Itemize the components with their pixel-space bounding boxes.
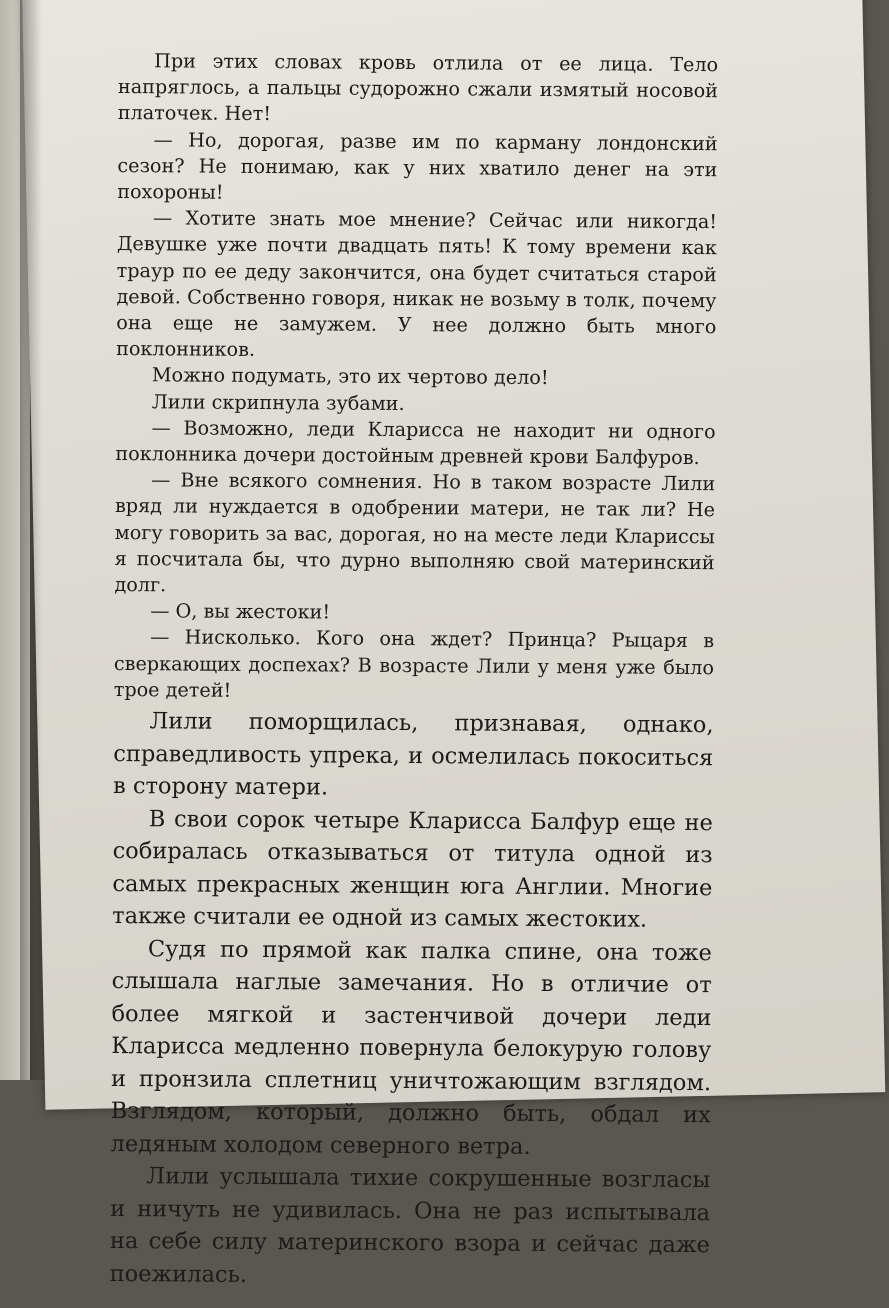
narrative-section [110, 705, 714, 1294]
paragraph: — Нисколько. Кого она ждет? Принца? Рыцаря в сверкающих доспехах? В возрасте Лили у меня уже было трое детей! [113, 625, 715, 702]
paragraph: Лили услышала тихие сокрушенные возгласы и ничуть не удивилась. Она не раз испытывала на себе силу материнского взора и сейчас даже поежилась. [109, 1163, 711, 1288]
dialogue-section [114, 48, 719, 707]
paragraph: Лили поморщилась, признавая, однако, справедливость упрека, и осмелилась покоситься в сторону матери. [112, 708, 714, 801]
paragraph: В свои сорок четыре Кларисса Балфур еще не собиралась отказываться от титула одной из самых прекрасных женщин юга Англии. Многие также считали ее одной из самых жестоких. [112, 805, 713, 933]
paragraph: Можно подумать, это их чертово дело! [151, 363, 549, 390]
paragraph: — Хотите знать мое мнение? Сейчас или никогда! Девушке уже почти двадцать пять! К тому времени как траур по ее деду закончится, она будет считаться старой девой. Собственно говоря, никак не возьму в толк, почему она еще не замужем. У нее должно быть много поклонников. [116, 206, 718, 362]
paragraph: Лили скрипнула зубами. [151, 389, 405, 415]
paragraph: — Но, дорогая, разве им по карману лондонский сезон? Не понимаю, как у них хватило денег на эти похороны! [117, 127, 718, 204]
paragraph: Судя по прямой как палка спине, она тоже слышала наглые замечания. Но в отличие от более мягкой и застенчивой дочери леди Кларисса медленно повернула белокурую голову и пронзила сплетниц уничтожающим взглядом. Взглядом, который, должно быть, обдал их ледяным холодом северного ветра. [110, 935, 713, 1160]
paragraph: При этих словах кровь отлила от ее лица. Тело напряглось, а пальцы судорожно сжали измятый носовой платочек. Нет! [117, 49, 719, 126]
page-text [110, 48, 719, 1294]
paragraph: — Вне всякого сомнения. Но в таком возрасте Лили вряд ли нуждается в одобрении матери, не так ли? Не могу говорить за вас, дорогая, но на месте леди Клариссы я посчитала бы, что дурно выполняю свой материнский долг. [114, 468, 716, 597]
paragraph: — О, вы жестоки! [150, 599, 331, 624]
spine-shadow [20, 0, 42, 1080]
book-page [22, 0, 885, 1288]
paragraph: — Возможно, леди Кларисса не находит ни одного поклонника дочери достойным древней крови Балфуров. [115, 416, 716, 470]
